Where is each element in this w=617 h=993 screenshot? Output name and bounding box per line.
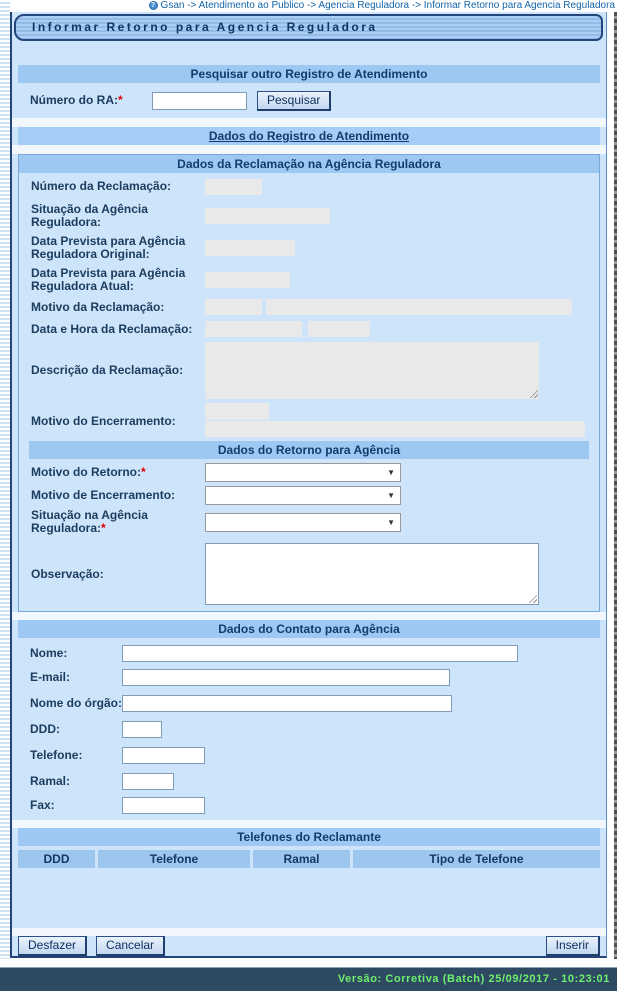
situacao-agencia-field: [205, 208, 330, 224]
telefone-input[interactable]: [122, 747, 205, 764]
motivo-encerramento-ro-label: Motivo do Encerramento:: [31, 414, 176, 428]
email-label: E-mail:: [30, 669, 71, 684]
actions-bar: [18, 936, 600, 958]
email-input[interactable]: [122, 669, 450, 686]
contato-section-header: Dados do Contato para Agência: [18, 620, 600, 638]
cancelar-button[interactable]: Cancelar: [96, 936, 165, 956]
motivo-reclamacao-desc-field: [266, 299, 572, 315]
ra-number-label: Número do RA:*: [30, 93, 123, 107]
page-title: Informar Retorno para Agencia Reguladora: [14, 14, 603, 41]
column-header-ddd: DDD: [18, 850, 95, 868]
search-section: [18, 65, 600, 118]
orgao-label: Nome do órgão:: [30, 695, 122, 710]
motivo-retorno-select[interactable]: [205, 463, 401, 482]
ra-number-input[interactable]: [152, 92, 247, 110]
ddd-input[interactable]: [122, 721, 162, 738]
dropdown-arrow-icon: ▼: [387, 468, 395, 477]
nome-input[interactable]: [122, 645, 518, 662]
column-header-tipo-telefone: Tipo de Telefone: [353, 850, 600, 868]
ra-data-link-bar: [18, 127, 600, 145]
data-prevista-original-field: [205, 240, 295, 256]
left-decorative-strip: [0, 0, 10, 959]
telefone-label: Telefone:: [30, 747, 83, 762]
data-reclamacao-field: [205, 321, 302, 337]
required-marker: *: [118, 93, 123, 107]
help-icon[interactable]: ?: [149, 1, 158, 10]
data-prevista-atual-label: Data Prevista para Agência Reguladora Atual:: [31, 266, 186, 293]
desfazer-button[interactable]: Desfazer: [18, 936, 87, 956]
contato-section: [18, 620, 600, 820]
numero-reclamacao-field: [205, 179, 262, 195]
numero-reclamacao-label: Número da Reclamação:: [31, 179, 172, 193]
motivo-encerramento-label: Motivo de Encerramento:: [31, 488, 176, 502]
motivo-reclamacao-code-field: [205, 299, 262, 315]
motivo-encerramento-code-field: [205, 403, 269, 420]
data-hora-reclamacao-label: Data e Hora da Reclamação:: [31, 321, 193, 336]
data-prevista-original-label: Data Prevista para Agência Reguladora Original:: [31, 234, 186, 261]
breadcrumb: [10, 0, 617, 12]
resize-handle-icon: [528, 388, 538, 398]
fax-label: Fax:: [30, 798, 55, 812]
ramal-label: Ramal:: [30, 773, 71, 788]
situacao-na-agencia-label: Situação na Agência Reguladora:*: [31, 508, 148, 535]
motivo-reclamacao-label: Motivo da Reclamação:: [31, 299, 165, 314]
column-header-telefone: Telefone: [98, 850, 250, 868]
column-header-ramal: Ramal: [253, 850, 350, 868]
required-marker: *: [101, 521, 106, 535]
complaint-section-header: Dados da Reclamação na Agência Reguladora: [19, 155, 599, 173]
ddd-label: DDD:: [30, 721, 60, 736]
situacao-na-agencia-select[interactable]: [205, 513, 401, 532]
fax-input[interactable]: [122, 797, 205, 814]
telefones-section: [18, 828, 600, 928]
descricao-reclamacao-textarea: [205, 342, 539, 399]
required-marker: *: [140, 465, 146, 479]
data-prevista-atual-field: [205, 272, 290, 288]
telefones-section-header: Telefones do Reclamante: [18, 828, 600, 846]
hora-reclamacao-field: [308, 321, 370, 337]
descricao-reclamacao-label: Descrição da Reclamação:: [31, 363, 184, 377]
orgao-input[interactable]: [122, 695, 452, 712]
observacao-textarea[interactable]: [205, 543, 539, 605]
observacao-label: Observação:: [31, 566, 104, 581]
version-footer: [0, 967, 617, 991]
ra-data-link[interactable]: Dados do Registro de Atendimento: [208, 129, 410, 143]
retorno-section-header: Dados do Retorno para Agência: [29, 441, 589, 459]
pesquisar-button[interactable]: Pesquisar: [257, 91, 331, 111]
motivo-retorno-label: Motivo do Retorno:*: [31, 465, 146, 479]
inserir-button[interactable]: Inserir: [546, 936, 600, 956]
ramal-input[interactable]: [122, 773, 174, 790]
dropdown-arrow-icon: ▼: [387, 517, 395, 527]
situacao-agencia-label: Situação da Agência Reguladora:: [31, 202, 148, 229]
motivo-encerramento-select[interactable]: [205, 486, 401, 505]
version-text: Versão: Corretiva (Batch) 25/09/2017 - 10:23:01: [337, 973, 610, 985]
complaint-panel: [18, 154, 600, 612]
search-section-header: Pesquisar outro Registro de Atendimento: [18, 65, 600, 83]
telefones-table-header: [18, 850, 600, 868]
nome-label: Nome:: [30, 646, 68, 660]
motivo-encerramento-desc-field: [205, 421, 585, 437]
dropdown-arrow-icon: ▼: [387, 491, 395, 500]
main-content: [10, 12, 607, 958]
breadcrumb-text: Gsan -> Atendimento ao Publico -> Agencia Reguladora -> Informar Retorno para Agencia Reguladora: [160, 0, 615, 11]
telefones-table-body: [18, 868, 600, 928]
resize-handle-icon[interactable]: [527, 593, 537, 603]
